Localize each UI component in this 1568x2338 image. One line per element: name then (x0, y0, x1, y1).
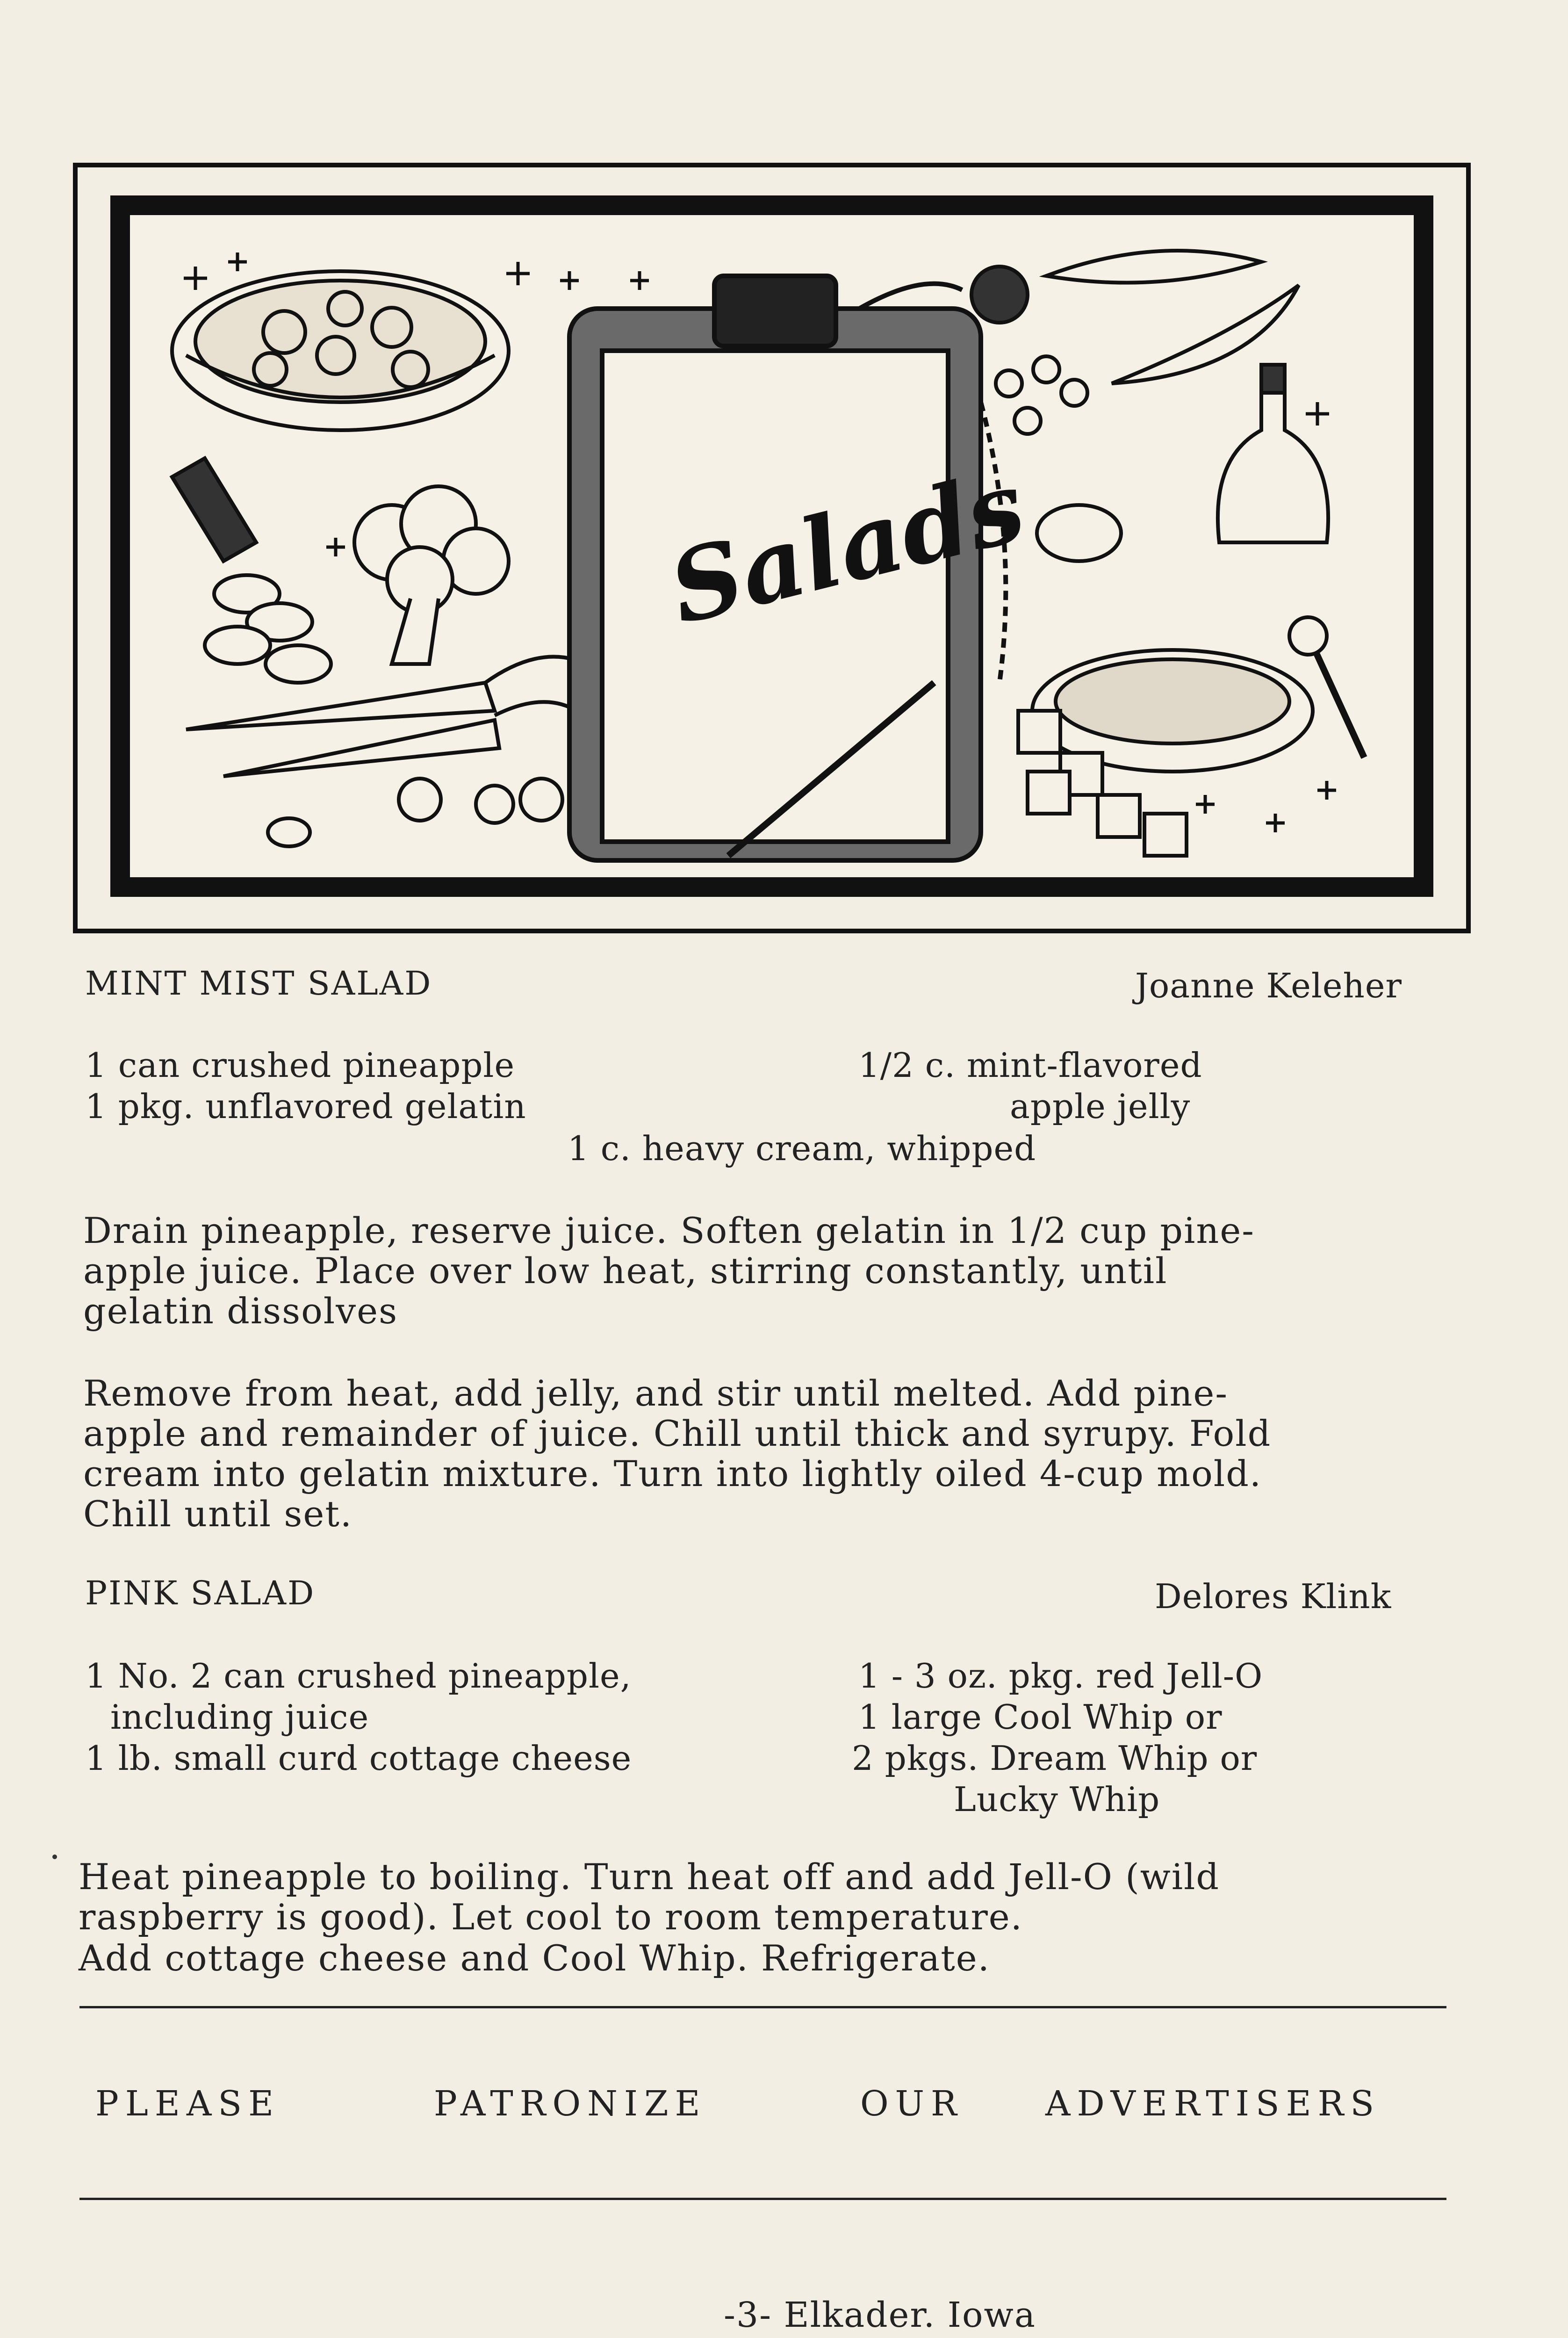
recipe-title-mint-mist: MINT MIST SALAD (85, 964, 432, 1003)
salads-illustration (110, 195, 1433, 897)
ingredient-line: 1/2 c. mint-flavored (858, 1046, 1202, 1085)
divider-rule (79, 2198, 1446, 2200)
recipe-contributor: Joanne Keleher (1135, 966, 1402, 1005)
ingredient-line: 1 large Cool Whip or (858, 1697, 1223, 1737)
instruction-line: Add cottage cheese and Cool Whip. Refrigerate. (79, 1937, 990, 1979)
instruction-line: Remove from heat, add jelly, and stir until melted. Add pine- (83, 1372, 1229, 1414)
instruction-line: Chill until set. (83, 1493, 353, 1535)
recipe-contributor: Delores Klink (1155, 1577, 1392, 1616)
footer-word: ADVERTISERS (1045, 2084, 1381, 2124)
ingredient-line: 1 c. heavy cream, whipped (568, 1129, 1036, 1168)
carrot-icon (186, 657, 602, 846)
cucumber-icon (172, 458, 331, 683)
divider-rule (79, 2006, 1446, 2008)
oil-cruet-icon (1218, 365, 1328, 542)
footer-word: OUR (860, 2084, 964, 2124)
recipe-title-pink-salad: PINK SALAD (85, 1574, 316, 1612)
tomato-icon (971, 267, 1028, 323)
ingredient-line: 1 No. 2 can crushed pineapple, (85, 1656, 632, 1696)
broccoli-icon (354, 486, 509, 664)
salads-illustration-frame (73, 163, 1471, 933)
instruction-line: Drain pineapple, reserve juice. Soften gelatin in 1/2 cup pine- (83, 1210, 1255, 1251)
ingredient-line: 1 - 3 oz. pkg. red Jell-O (858, 1656, 1263, 1696)
ingredient-line: 1 can crushed pineapple (85, 1046, 515, 1085)
ingredient-line: including juice (110, 1697, 369, 1737)
clipboard-title: Salads (659, 447, 1036, 647)
instruction-line: cream into gelatin mixture. Turn into lightly oiled 4-cup mold. (83, 1453, 1262, 1494)
ingredient-line: apple jelly (1010, 1087, 1191, 1126)
footer-word: PATRONIZE (434, 2084, 707, 2124)
salad-bowl-icon (172, 271, 509, 430)
ingredient-line: 2 pkgs. Dream Whip or (852, 1739, 1258, 1778)
instruction-line: Heat pineapple to boiling. Turn heat off and add Jell-O (wild (79, 1856, 1220, 1898)
stray-mark (52, 1855, 57, 1859)
ingredient-line: 1 pkg. unflavored gelatin (85, 1087, 526, 1126)
instruction-line: raspberry is good). Let cool to room temperature. (79, 1896, 1023, 1938)
ingredient-line: Lucky Whip (954, 1780, 1160, 1819)
instruction-line: apple juice. Place over low heat, stirring constantly, until (83, 1250, 1168, 1292)
instruction-line: gelatin dissolves (83, 1290, 398, 1332)
instruction-line: apple and remainder of juice. Chill until thick and syrupy. Fold (83, 1413, 1272, 1454)
footer-word: PLEASE (95, 2084, 281, 2124)
ingredient-line: 1 lb. small curd cottage cheese (85, 1739, 632, 1778)
page-number: -3- Elkader. Iowa (724, 2295, 1036, 2335)
soup-bowl-icon (1032, 505, 1364, 772)
pea-pod-icon (996, 251, 1299, 434)
